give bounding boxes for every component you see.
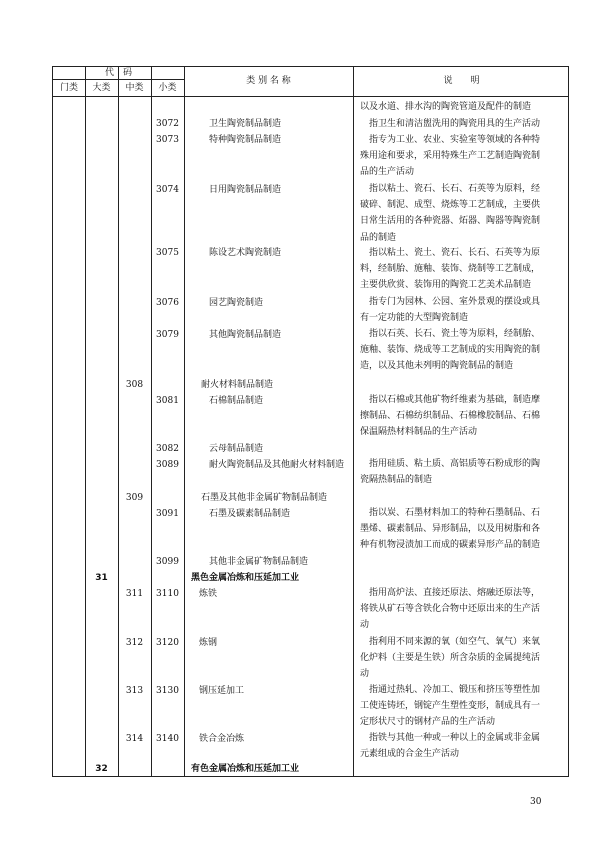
column-divider xyxy=(184,67,185,776)
row-name: 炼铁 xyxy=(199,589,218,599)
row-name: 耐火材料制品制造 xyxy=(201,380,274,390)
row-code-xiao: 3110 xyxy=(156,589,179,599)
row-code-xiao: 3099 xyxy=(156,557,179,567)
row-name: 陈设艺术陶瓷制造 xyxy=(209,248,282,258)
row-code-xiao: 3081 xyxy=(156,396,179,406)
header-zhong: 中类 xyxy=(125,83,144,93)
row-code-zhong: 309 xyxy=(125,493,144,503)
row-description: 指以粘土、瓷土、瓷石、长石、石英等为原 料，经制胎、施釉、装饰、烧制等工艺制成， 主要供欣赏、装饰用的陶瓷工艺美术品制造 xyxy=(360,248,541,291)
row-code-xiao: 3089 xyxy=(156,460,179,470)
row-code-xiao: 3091 xyxy=(156,509,179,519)
row-name: 其他非金属矿物制品制造 xyxy=(209,557,309,567)
row-description: 指铁与其他一种或一种以上的金属或非金属 元素组成的合金生产活动 xyxy=(360,733,541,760)
row-code-zhong: 308 xyxy=(125,380,144,390)
header-code: 代 码 xyxy=(104,68,132,78)
row-name: 钢压延加工 xyxy=(199,686,245,696)
column-divider xyxy=(85,67,86,776)
row-name: 特种陶瓷制品制造 xyxy=(209,135,282,145)
row-name: 石墨及碳素制品制造 xyxy=(209,509,291,519)
row-description: 指通过热轧、冷加工、锻压和挤压等塑性加 工使连铸坯，钢锭产生塑性变形，制成具有一 定形状尺寸的钢材产品的生产活动 xyxy=(360,685,541,728)
row-code-xiao: 3082 xyxy=(156,444,179,454)
row-description: 指专为工业、农业、实验室等领域的各种特 殊用途和要求，采用特殊生产工艺制造陶瓷制 品的生产活动 xyxy=(360,135,541,178)
classification-table xyxy=(52,66,569,777)
row-name: 卫生陶瓷制品制造 xyxy=(209,119,282,129)
row-description: 指卫生和清洁盥洗用的陶瓷用具的生产活动 xyxy=(360,119,541,129)
header-desc: 说 明 xyxy=(443,76,480,86)
row-description: 以及水道、排水沟的陶瓷管道及配件的制造 xyxy=(360,102,532,112)
row-name: 石棉制品制造 xyxy=(209,396,264,406)
row-code-zhong: 314 xyxy=(125,734,144,744)
row-code-xiao: 3073 xyxy=(156,135,179,145)
row-name: 石墨及其他非金属矿物制品制造 xyxy=(201,493,328,503)
row-code-xiao: 3075 xyxy=(156,248,179,258)
column-divider xyxy=(151,67,152,776)
row-code-xiao: 3076 xyxy=(156,298,179,308)
header-men: 门类 xyxy=(59,83,78,93)
row-name: 云母制品制造 xyxy=(209,444,264,454)
row-description: 指以炭、石墨材料加工的特种石墨制品、石 墨烯、碳素制品、异形制品，以及用树脂和各 种有机物浸渍加工而成的碳素异形产品的制造 xyxy=(360,508,541,551)
row-name: 其他陶瓷制品制造 xyxy=(209,330,282,340)
row-code-xiao: 3130 xyxy=(156,686,179,696)
row-code-da: 32 xyxy=(95,764,108,774)
header-name: 类 别 名 称 xyxy=(246,76,291,86)
row-code-xiao: 3072 xyxy=(156,119,179,129)
row-description: 指用硅质、粘土质、高铝质等石粉成形的陶 瓷隔热制品的制造 xyxy=(360,459,541,486)
row-name: 耐火陶瓷制品及其他耐火材料制造 xyxy=(209,460,345,470)
row-name: 园艺陶瓷制造 xyxy=(209,298,264,308)
row-code-zhong: 312 xyxy=(125,638,144,648)
header-divider xyxy=(53,96,568,97)
row-description: 指用高炉法、直接还原法、熔融还原法等， 将铁从矿石等含铁化合物中还原出来的生产活 动 xyxy=(360,588,541,631)
header-divider xyxy=(53,79,184,80)
row-code-xiao: 3074 xyxy=(156,185,179,195)
row-code-zhong: 313 xyxy=(125,686,144,696)
row-code-zhong: 311 xyxy=(125,589,144,599)
row-code-da: 31 xyxy=(95,573,108,583)
row-name: 有色金属冶炼和压延加工业 xyxy=(191,764,300,774)
row-description: 指利用不同来源的氧（如空气、氧气）来氧 化炉料（主要是生铁）所含杂质的金属提纯活 动 xyxy=(360,637,541,680)
row-name: 铁合金冶炼 xyxy=(199,734,245,744)
row-name: 日用陶瓷制品制造 xyxy=(209,185,282,195)
row-name: 炼钢 xyxy=(199,638,218,648)
row-code-xiao: 3120 xyxy=(156,638,179,648)
row-description: 指专门为园林、公园、室外景观的摆设或具 有一定功能的大型陶瓷制造 xyxy=(360,297,541,324)
header-xiao: 小类 xyxy=(158,83,177,93)
column-divider xyxy=(353,67,354,776)
row-description: 指以石英、长石、瓷土等为原料，经制胎、 施釉、装饰、烧成等工艺制成的实用陶瓷的制 造，以及其他未列明的陶瓷制品的制造 xyxy=(360,329,541,372)
header-da: 大类 xyxy=(92,83,111,93)
page-number: 30 xyxy=(530,797,542,807)
row-description: 指以粘土、瓷石、长石、石英等为原料，经 破碎、制泥、成型、烧炼等工艺制成，主要供 日常生活用的各种瓷器、炻器、陶器等陶瓷制 品的制造 xyxy=(360,184,541,243)
row-code-xiao: 3079 xyxy=(156,330,179,340)
row-name: 黑色金属冶炼和压延加工业 xyxy=(191,573,300,583)
column-divider xyxy=(118,67,119,776)
row-description: 指以石棉或其他矿物纤维素为基础，制造摩 擦制品、石棉纺织制品、石棉橡胶制品、石棉 保温隔热材料制品的生产活动 xyxy=(360,395,541,438)
row-code-xiao: 3140 xyxy=(156,734,179,744)
